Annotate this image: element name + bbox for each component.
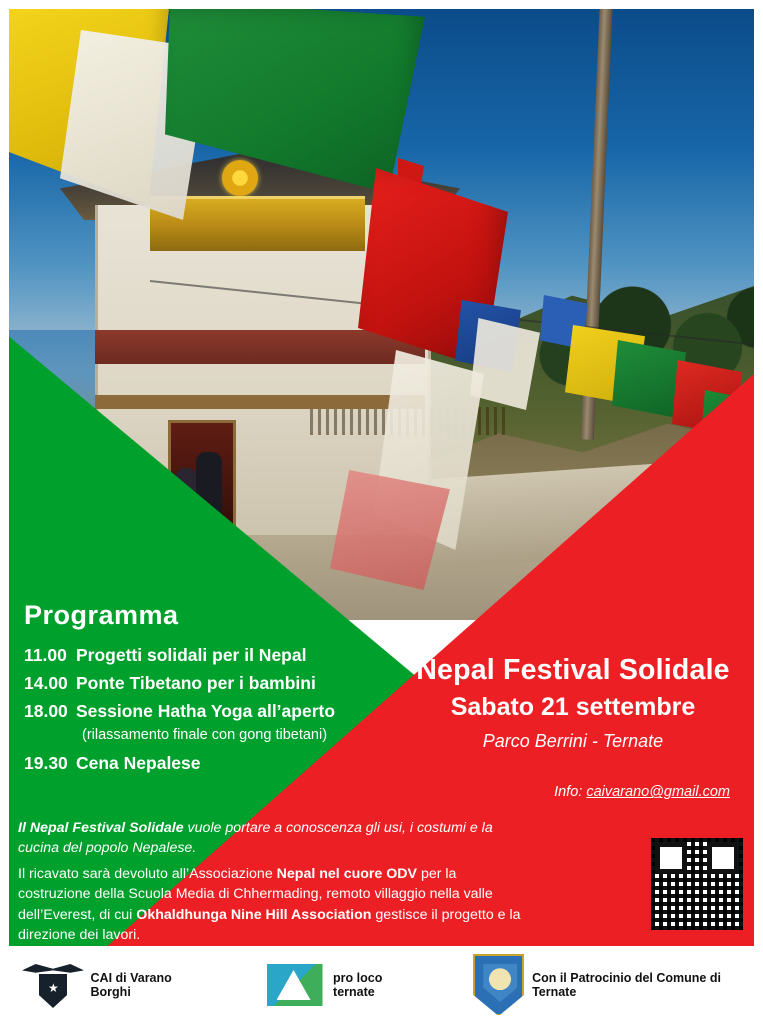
event-block: [398, 655, 748, 800]
event-info-email[interactable]: caivarano@gmail.com: [586, 784, 730, 801]
description-text: vuole portare a conoscenza gli usi, i costumi e la cucina del popolo Nepalese.: [18, 820, 493, 857]
programma-item-time: 11.00: [24, 645, 67, 665]
description-text: per la costruzione della Scuola Media di Chhermading, remoto villaggio nella valle dell’Everest, di cui: [18, 866, 493, 923]
footer-item-comune: [473, 954, 763, 1016]
dharma-wheel-icon: [222, 160, 258, 196]
proloco-label: pro loco ternate: [333, 971, 383, 999]
description-paragraph-2: [18, 864, 528, 945]
description-partner-name: Okhaldhunga Nine Hill Association: [136, 906, 372, 923]
programma-title: Programma: [24, 600, 179, 630]
programma-item: [24, 673, 454, 694]
event-date: Sabato 21 settembre: [450, 693, 696, 722]
description-text: gestisce il progetto e la direzione dei lavori.: [18, 906, 521, 943]
description-association-name: Nepal nel cuore ODV: [276, 866, 418, 883]
comune-crest-icon: [473, 954, 524, 1016]
footer-item-proloco: [265, 962, 426, 1008]
proloco-logo-icon: [265, 962, 326, 1008]
footer-item-cai: [22, 958, 213, 1012]
programma-item-time: 18.00: [24, 701, 68, 721]
description-block: [18, 818, 528, 951]
programma-item: [24, 701, 454, 722]
programma-item: [24, 645, 454, 666]
cai-label: CAI di Varano Borghi: [90, 971, 172, 999]
description-festival-name: Il Nepal Festival Solidale: [18, 820, 184, 836]
cai-logo-icon: ★: [22, 958, 83, 1012]
temple-red-band: [95, 330, 425, 364]
event-info: [398, 784, 748, 800]
description-text: Il ricavato sarà devoluto all’Associazione: [18, 866, 277, 883]
temple-wood-band: [95, 395, 425, 409]
footer-logos: [0, 946, 763, 1024]
programma-item-time: 19.30: [24, 753, 68, 773]
programma-block: [24, 600, 454, 781]
programma-item-label: Cena Nepalese: [76, 753, 201, 773]
qr-code[interactable]: [648, 835, 746, 933]
programma-item-label: Progetti solidali per il Nepal: [76, 645, 307, 665]
event-title: Nepal Festival Solidale: [416, 654, 730, 686]
programma-item-note: (rilassamento finale con gong tibetani): [82, 727, 328, 743]
comune-label: Con il Patrocinio del Comune di Ternate: [532, 971, 721, 999]
event-location: Parco Berrini - Ternate: [482, 731, 664, 752]
programma-item: [24, 753, 454, 774]
event-info-label: Info:: [554, 784, 587, 801]
description-paragraph-1: [18, 818, 528, 858]
programma-item-label: Sessione Hatha Yoga all’aperto: [76, 701, 336, 721]
programma-item-time: 14.00: [24, 673, 68, 693]
programma-item-label: Ponte Tibetano per i bambini: [76, 673, 316, 693]
